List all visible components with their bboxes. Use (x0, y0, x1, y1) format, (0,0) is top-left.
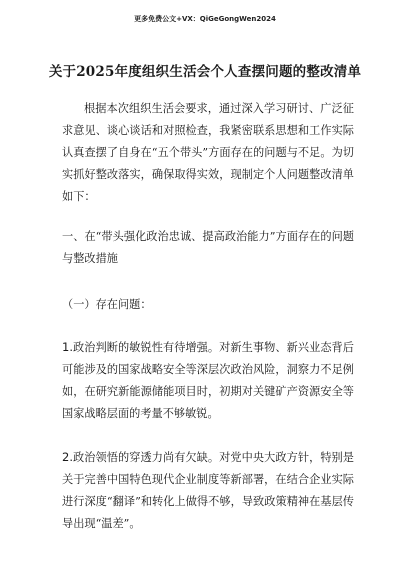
item-text: 政治判断的敏锐性有待增强。对新生事物、新兴业态背后可能涉及的国家战略安全等深层次政治风险，洞察力不足例如，在研究新能源储能项目时，初期对关键矿产资源安全等国家战略层面的考量不够敏锐。 (62, 341, 354, 420)
subsection-heading: （一）存在问题： (62, 298, 152, 311)
section-heading: 一、在“带头强化政治忠诚、提高政治能力”方面存在的问题与整改措施 (62, 230, 354, 265)
item-text: 政治领悟的穿透力尚有欠缺。对党中央大政方针，特别是关于完善中国特色现代企业制度等新部署，在结合企业实际进行深度“翻译”和转化上做得不够，导致政策精神在基层传导出现“温差”。 (62, 451, 354, 530)
problem-item (62, 336, 354, 425)
item-number: 1. (62, 340, 73, 354)
item-number: 2. (62, 450, 73, 464)
header-note: 更多免费公文+VX：QiGeGongWen2024 (134, 15, 276, 23)
intro-paragraph: 根据本次组织生活会要求，通过深入学习研讨、广泛征求意见、谈心谈话和对照检查，我紧密联系思想和工作实际认真查摆了自身在“五个带头”方面存在的问题与不足。为切实抓好整改落实，确保取得实效，现制定个人问题整改清单如下： (62, 102, 354, 203)
document-title: 关于2025年度组织生活会个人查摆问题的整改清单 (48, 64, 362, 80)
problem-item (62, 446, 354, 535)
